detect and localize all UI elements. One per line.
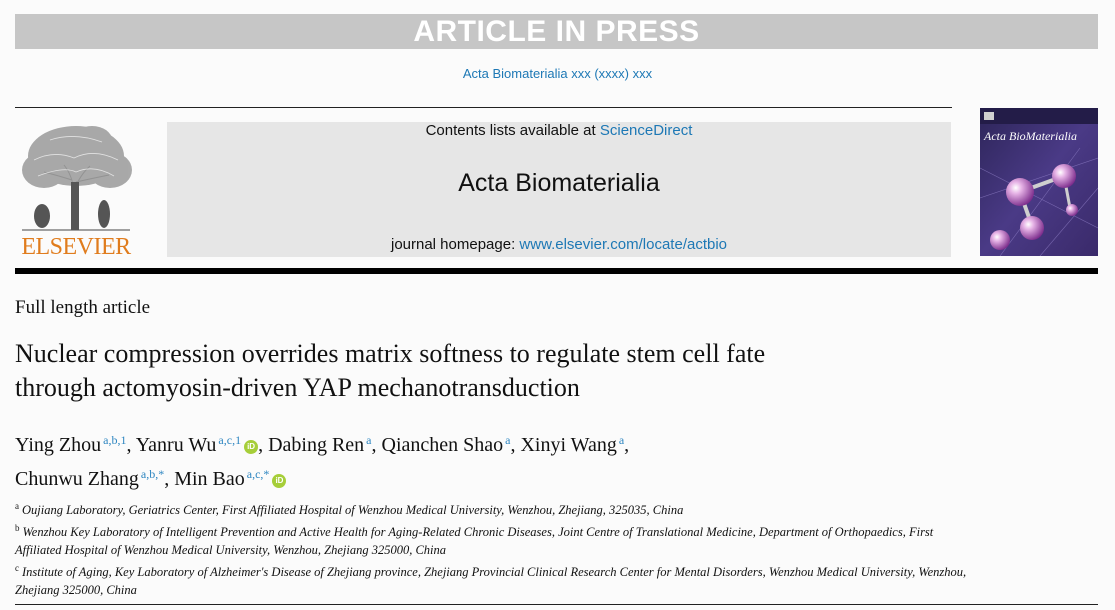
author-separator: , bbox=[258, 434, 269, 456]
journal-citation[interactable]: Acta Biomaterialia xxx (xxxx) xxx bbox=[462, 66, 653, 81]
author-name[interactable]: Xinyi Wang bbox=[520, 434, 617, 456]
title-line-1: Nuclear compression overrides matrix softness to regulate stem cell fate bbox=[15, 339, 766, 368]
affiliation-label: b bbox=[15, 523, 20, 533]
author-affiliation-marks[interactable]: a,b,* bbox=[140, 467, 165, 481]
author-affiliation-marks[interactable]: a bbox=[505, 433, 511, 447]
article-title bbox=[15, 337, 1015, 405]
journal-name: Acta Biomaterialia bbox=[458, 169, 660, 197]
homepage-prefix: journal homepage: bbox=[390, 236, 520, 253]
author-separator: , bbox=[510, 434, 521, 456]
journal-masthead bbox=[167, 122, 951, 257]
author-separator: , bbox=[164, 468, 175, 490]
author-affiliation-marks[interactable]: a,c,1 bbox=[218, 433, 242, 447]
article-in-press-banner bbox=[15, 14, 1098, 49]
author-name[interactable]: Dabing Ren bbox=[268, 434, 365, 456]
header-divider bbox=[15, 107, 952, 108]
author-list bbox=[15, 426, 1015, 494]
author-name[interactable]: Qianchen Shao bbox=[381, 434, 504, 456]
elsevier-tree-icon bbox=[14, 120, 138, 232]
author-affiliation-marks[interactable]: a,c,* bbox=[246, 467, 270, 481]
title-line-2: through actomyosin-driven YAP mechanotransduction bbox=[15, 373, 580, 402]
contents-line bbox=[167, 122, 951, 139]
journal-homepage-link[interactable]: www.elsevier.com/locate/actbio bbox=[519, 236, 728, 253]
author-affiliation-marks[interactable]: a bbox=[366, 433, 372, 447]
sciencedirect-link[interactable]: ScienceDirect bbox=[599, 122, 693, 139]
affiliation-text: Institute of Aging, Key Laboratory of Alzheimer's Disease of Zhejiang province, Zhejiang Provincial Clinical Research Center for Mental Disorders, Wenzhou Medical University, Wenzhou, Zhejiang 325000, China bbox=[15, 565, 967, 597]
author-affiliation-marks[interactable]: a bbox=[618, 433, 625, 447]
author-name[interactable]: Min Bao bbox=[174, 468, 245, 490]
author-name[interactable]: Chunwu Zhang bbox=[15, 468, 139, 490]
affiliation-item bbox=[15, 519, 975, 559]
author-separator: , bbox=[371, 434, 382, 456]
footer-divider bbox=[15, 604, 1098, 605]
journal-cover[interactable] bbox=[980, 108, 1098, 256]
affiliation-text: Oujiang Laboratory, Geriatrics Center, First Affiliated Hospital of Wenzhou Medical University, Wenzhou, Zhejiang, 325035, China bbox=[22, 503, 684, 517]
author-affiliation-marks[interactable]: a,b,1 bbox=[103, 433, 127, 447]
elsevier-logo[interactable] bbox=[14, 120, 138, 260]
author-line-1 bbox=[15, 426, 1015, 460]
masthead-bottom-rule bbox=[15, 268, 1098, 274]
journal-homepage-line bbox=[167, 236, 951, 253]
orcid-icon[interactable]: iD bbox=[272, 474, 286, 488]
author-line-2 bbox=[15, 460, 1015, 494]
orcid-icon[interactable]: iD bbox=[244, 440, 258, 454]
author-separator: , bbox=[624, 434, 630, 456]
affiliations bbox=[15, 497, 975, 599]
article-type: Full length article bbox=[15, 297, 151, 318]
affiliation-text: Wenzhou Key Laboratory of Intelligent Prevention and Active Health for Aging-Related Chronic Diseases, Joint Centre of Translational Medicine, Department of Orthopaedics, First Affiliated Hospital of Wenzhou Medical University, Wenzhou, Zhejiang 325000, China bbox=[15, 525, 934, 557]
author-separator: , bbox=[126, 434, 136, 456]
affiliation-label: c bbox=[15, 563, 19, 573]
cover-title: Acta BioMaterialia bbox=[984, 129, 1077, 143]
contents-prefix: Contents lists available at bbox=[425, 122, 600, 139]
author-name[interactable]: Yanru Wu bbox=[135, 434, 217, 456]
affiliation-item bbox=[15, 559, 975, 599]
elsevier-wordmark: ELSEVIER bbox=[21, 234, 131, 260]
author-name[interactable]: Ying Zhou bbox=[15, 434, 102, 456]
affiliation-item bbox=[15, 497, 975, 519]
affiliation-label: a bbox=[15, 501, 19, 511]
banner-text: ARTICLE IN PRESS bbox=[413, 14, 700, 48]
